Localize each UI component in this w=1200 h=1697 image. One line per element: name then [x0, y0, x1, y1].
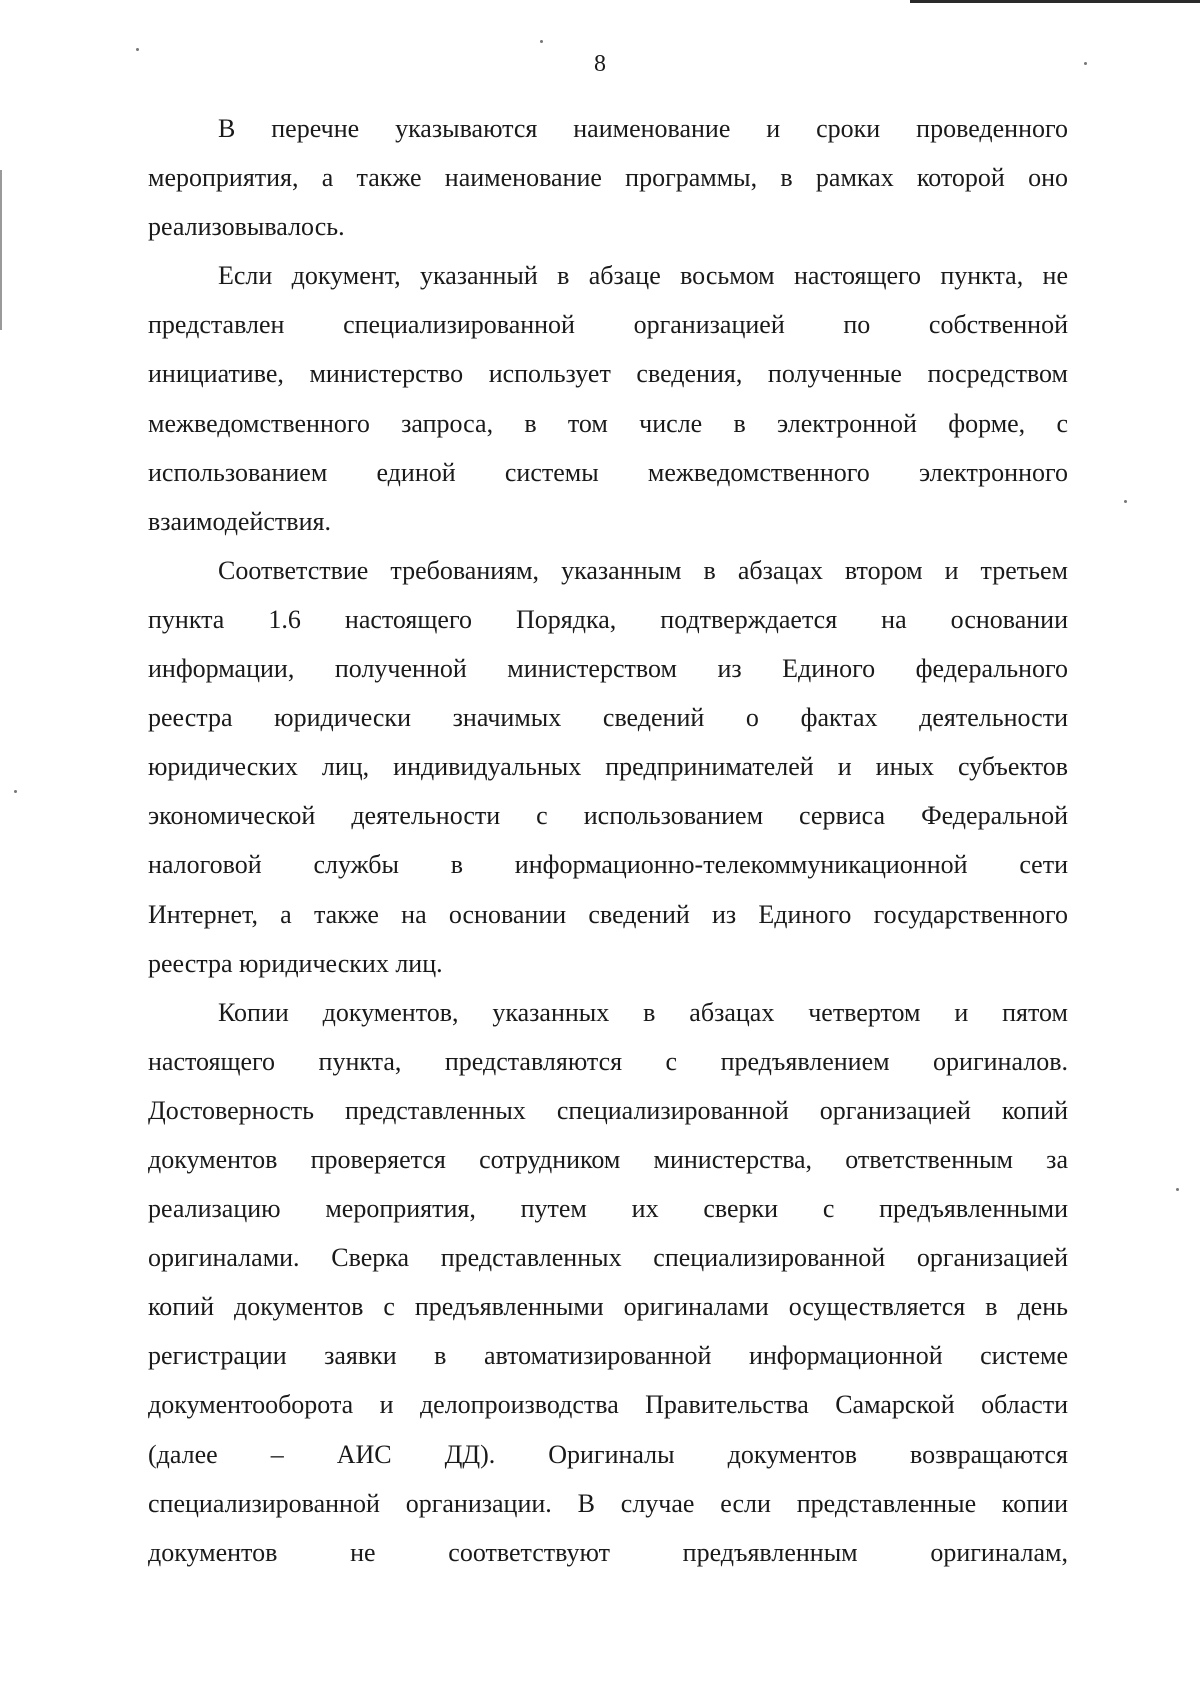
text-line: реализовывалось. — [148, 212, 345, 242]
text-line: юридических лиц, индивидуальных предпринимателей и иных субъектов — [148, 752, 1068, 782]
text-line: документов не соответствуют предъявленным оригиналам, — [148, 1537, 1068, 1567]
text-line: специализированной организации. В случае если представленные копии — [148, 1488, 1068, 1518]
text-line: инициативе, министерство использует сведения, полученные посредством — [148, 359, 1068, 389]
scan-speck — [1176, 1188, 1179, 1191]
scan-speck — [1124, 500, 1127, 503]
text-line: документооборота и делопроизводства Правительства Самарской области — [148, 1390, 1068, 1420]
paragraph — [148, 251, 1068, 546]
text-line: налоговой службы в информационно-телекоммуникационной сети — [148, 850, 1068, 880]
text-line: представлен специализированной организацией по собственной — [148, 310, 1068, 340]
text-line: мероприятия, а также наименование программы, в рамках которой оно — [148, 163, 1068, 193]
paragraph — [148, 546, 1068, 988]
text-line: регистрации заявки в автоматизированной информационной системе — [148, 1341, 1068, 1371]
paragraph — [148, 104, 1068, 251]
text-line: В перечне указываются наименование и сроки проведенного — [218, 114, 1068, 143]
scan-edge-mark — [0, 170, 2, 330]
scan-speck — [14, 790, 17, 793]
text-line: оригиналами. Сверка представленных специализированной организацией — [148, 1243, 1068, 1273]
text-line: экономической деятельности с использованием сервиса Федеральной — [148, 801, 1068, 831]
text-line: копий документов с предъявленными оригиналами осуществляется в день — [148, 1292, 1068, 1322]
text-line: Достоверность представленных специализированной организацией копий — [148, 1095, 1068, 1125]
body-text — [148, 104, 1068, 1577]
text-line: настоящего пункта, представляются с предъявлением оригиналов. — [148, 1046, 1068, 1076]
text-line: межведомственного запроса, в том числе в электронной форме, с — [148, 408, 1068, 438]
text-line: реестра юридически значимых сведений о фактах деятельности — [148, 703, 1068, 733]
text-line: документов проверяется сотрудником министерства, ответственным за — [148, 1144, 1068, 1174]
text-line: реализацию мероприятия, путем их сверки с предъявленными — [148, 1194, 1068, 1224]
scan-edge-mark — [910, 0, 1200, 3]
text-line: Копии документов, указанных в абзацах четвертом и пятом — [218, 997, 1068, 1027]
text-line: пункта 1.6 настоящего Порядка, подтверждается на основании — [148, 604, 1068, 634]
text-line: информации, полученной министерством из Единого федерального — [148, 654, 1068, 684]
text-line: Интернет, а также на основании сведений из Единого государственного — [148, 899, 1068, 929]
text-line: Если документ, указанный в абзаце восьмом настоящего пункта, не — [218, 261, 1068, 291]
text-line: использованием единой системы межведомственного электронного — [148, 457, 1068, 487]
text-line: (далее – АИС ДД). Оригиналы документов возвращаются — [148, 1439, 1068, 1469]
scan-speck — [540, 40, 543, 43]
text-line: реестра юридических лиц. — [148, 948, 443, 978]
text-line: Соответствие требованиям, указанным в абзацах втором и третьем — [218, 555, 1068, 585]
text-line: взаимодействия. — [148, 506, 331, 536]
page-number: 8 — [594, 51, 606, 77]
paragraph — [148, 988, 1068, 1577]
